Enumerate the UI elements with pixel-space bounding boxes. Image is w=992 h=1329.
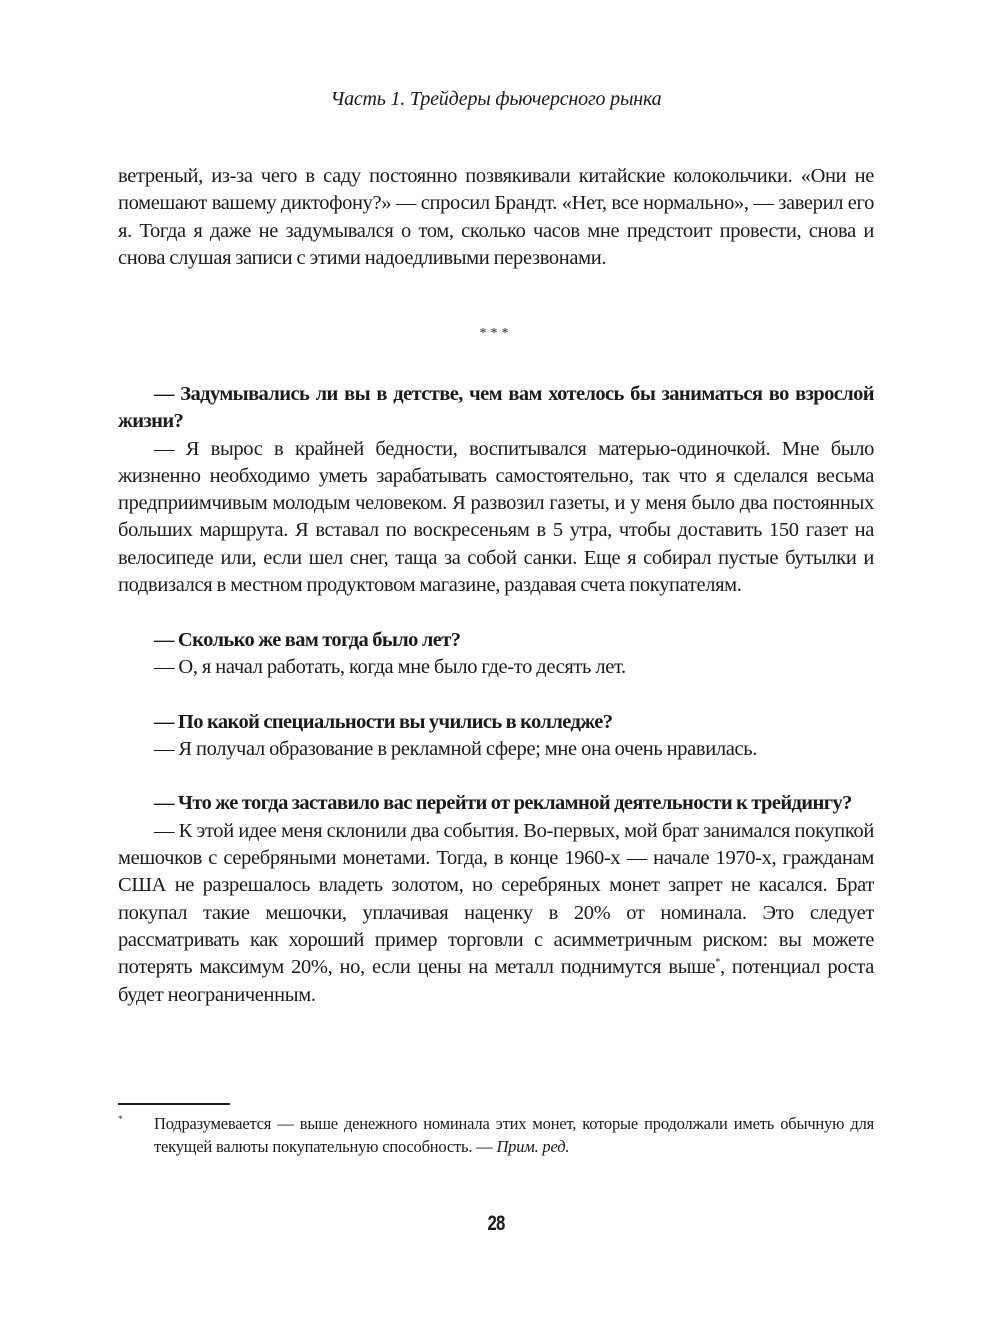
footnote-divider [118,1103,230,1105]
question-3: — По какой специальности вы учились в колледже? [154,710,613,733]
running-head: Часть 1. Трейдеры фьючерсного рынка [330,88,662,110]
answer-4-text-end: , потенциал роста будет неограниченным. [118,956,874,1006]
footnote-text [154,1112,874,1158]
intro-paragraph: ветреный, из-за чего в саду постоянно позвякивали китайские колокольчики. «Они не помешают вашему диктофону?» — спросил Брандт. «Нет, все нормально», — заверил его я. Тогда я даже не задумывался о том, сколько часов мне предстоит провести, снова и снова слушая записи с этими надоедливыми перезвонами. [118,165,874,269]
footnote-mark: * [118,1114,123,1124]
answer-3: — Я получал образование в рекламной сфере; мне она очень нравилась. [154,737,757,760]
footnote-reference[interactable]: * [715,957,720,969]
section-separator: *** [479,326,513,341]
page-number: 28 [487,1212,505,1235]
intro-paragraph-block [118,163,874,272]
answer-1: — Я вырос в крайней бедности, воспитывался матерью-одиночкой. Мне было жизненно необходимо уметь зарабатывать самостоятельно, так что я сделался весьма предприимчивым молодым человеком. Я развозил газеты, и у меня было два постоянных больших маршрута. Я вставал по воскресеньям в 5 утра, чтобы доставить 150 газет на велосипеде или, если шел снег, таща за собой санки. Еще я собирал пустые бутылки и подвизался в местном продуктовом магазине, раздавая счета покупателям. [118,437,874,597]
question-1: — Задумывались ли вы в детстве, чем вам хотелось бы заниматься во взрослой жизни? [118,383,874,433]
footnote [118,1112,874,1158]
answer-4 [118,818,874,1009]
question-2: — Сколько же вам тогда было лет? [154,628,461,651]
answer-4-text: — К этой идее меня склонили два события. Во-первых, мой брат занимался покупкой мешочков с серебряными монетами. Тогда, в конце 1960-х — начале 1970-х, гражданам США не разрешалось владеть золотом, но серебряных монет запрет не касался. Брат покупал такие мешочки, уплачивая наценку в 20% от номинала. Это следует рассматривать как хороший пример торговли с асимметричным риском: вы можете потерять максимум 20%, но, если цены на металл поднимутся выше [118,819,874,979]
footnote-editor-note: Прим. ред. [496,1137,570,1156]
question-4: — Что же тогда заставило вас перейти от рекламной деятельности к трейдингу? [154,792,852,815]
footnote-body: Подразумевается — выше денежного номинала этих монет, которые продолжали иметь обычную для текущей валюты покупательную способность. — [154,1114,874,1156]
interview-block [118,381,874,1009]
answer-2: — О, я начал работать, когда мне было где-то десять лет. [154,655,626,678]
